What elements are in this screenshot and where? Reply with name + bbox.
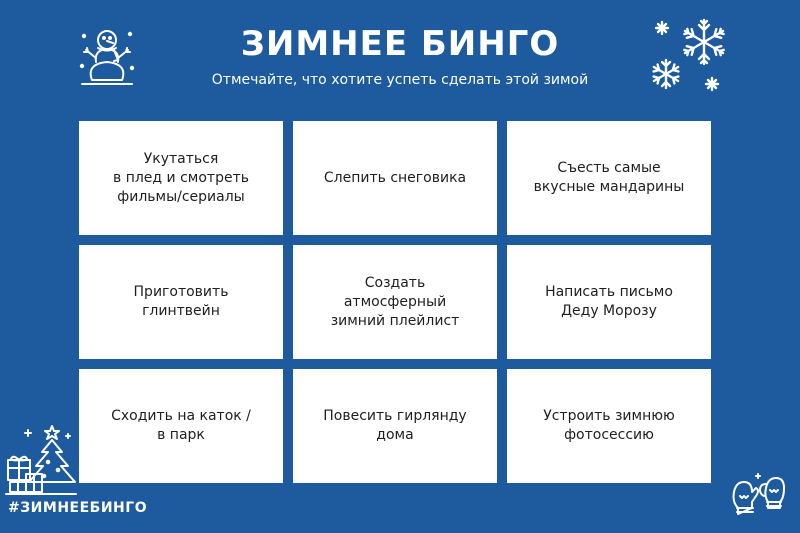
bingo-cell-label: Слепить снеговика bbox=[323, 169, 467, 186]
bingo-grid bbox=[79, 121, 711, 481]
hashtag: #ЗИМНЕЕБИНГО bbox=[8, 500, 148, 516]
bingo-cell-label: Укутаться в плед и смотреть фильмы/сериалы bbox=[113, 150, 249, 205]
christmas-tree-icon bbox=[4, 422, 80, 496]
bingo-cell-label: Приготовить глинтвейн bbox=[133, 284, 229, 319]
bingo-cell-label: Съесть самые вкусные мандарины bbox=[533, 160, 685, 195]
bingo-cell[interactable] bbox=[293, 245, 497, 359]
mittens-icon bbox=[728, 468, 790, 520]
bingo-cell-label: Сходить на каток / в парк bbox=[111, 408, 251, 443]
bingo-cell-label: Повесить гирлянду дома bbox=[323, 408, 467, 443]
bingo-cell[interactable] bbox=[79, 245, 283, 359]
bingo-cell[interactable] bbox=[507, 369, 711, 483]
bingo-cell[interactable] bbox=[293, 369, 497, 483]
page-subtitle: Отмечайте, что хотите успеть сделать этой зимой bbox=[211, 72, 589, 88]
bingo-cell[interactable] bbox=[507, 245, 711, 359]
bingo-cell[interactable] bbox=[79, 369, 283, 483]
bingo-cell[interactable] bbox=[79, 121, 283, 235]
bingo-cell[interactable] bbox=[293, 121, 497, 235]
bingo-cell[interactable] bbox=[507, 121, 711, 235]
bingo-cell-label: Создать атмосферный зимний плейлист bbox=[330, 274, 460, 329]
page-title: ЗИМНЕЕ БИНГО bbox=[240, 24, 560, 64]
bingo-cell-label: Устроить зимнюю фотосессию bbox=[543, 408, 675, 443]
bingo-cell-label: Написать письмо Деду Морозу bbox=[545, 284, 673, 319]
